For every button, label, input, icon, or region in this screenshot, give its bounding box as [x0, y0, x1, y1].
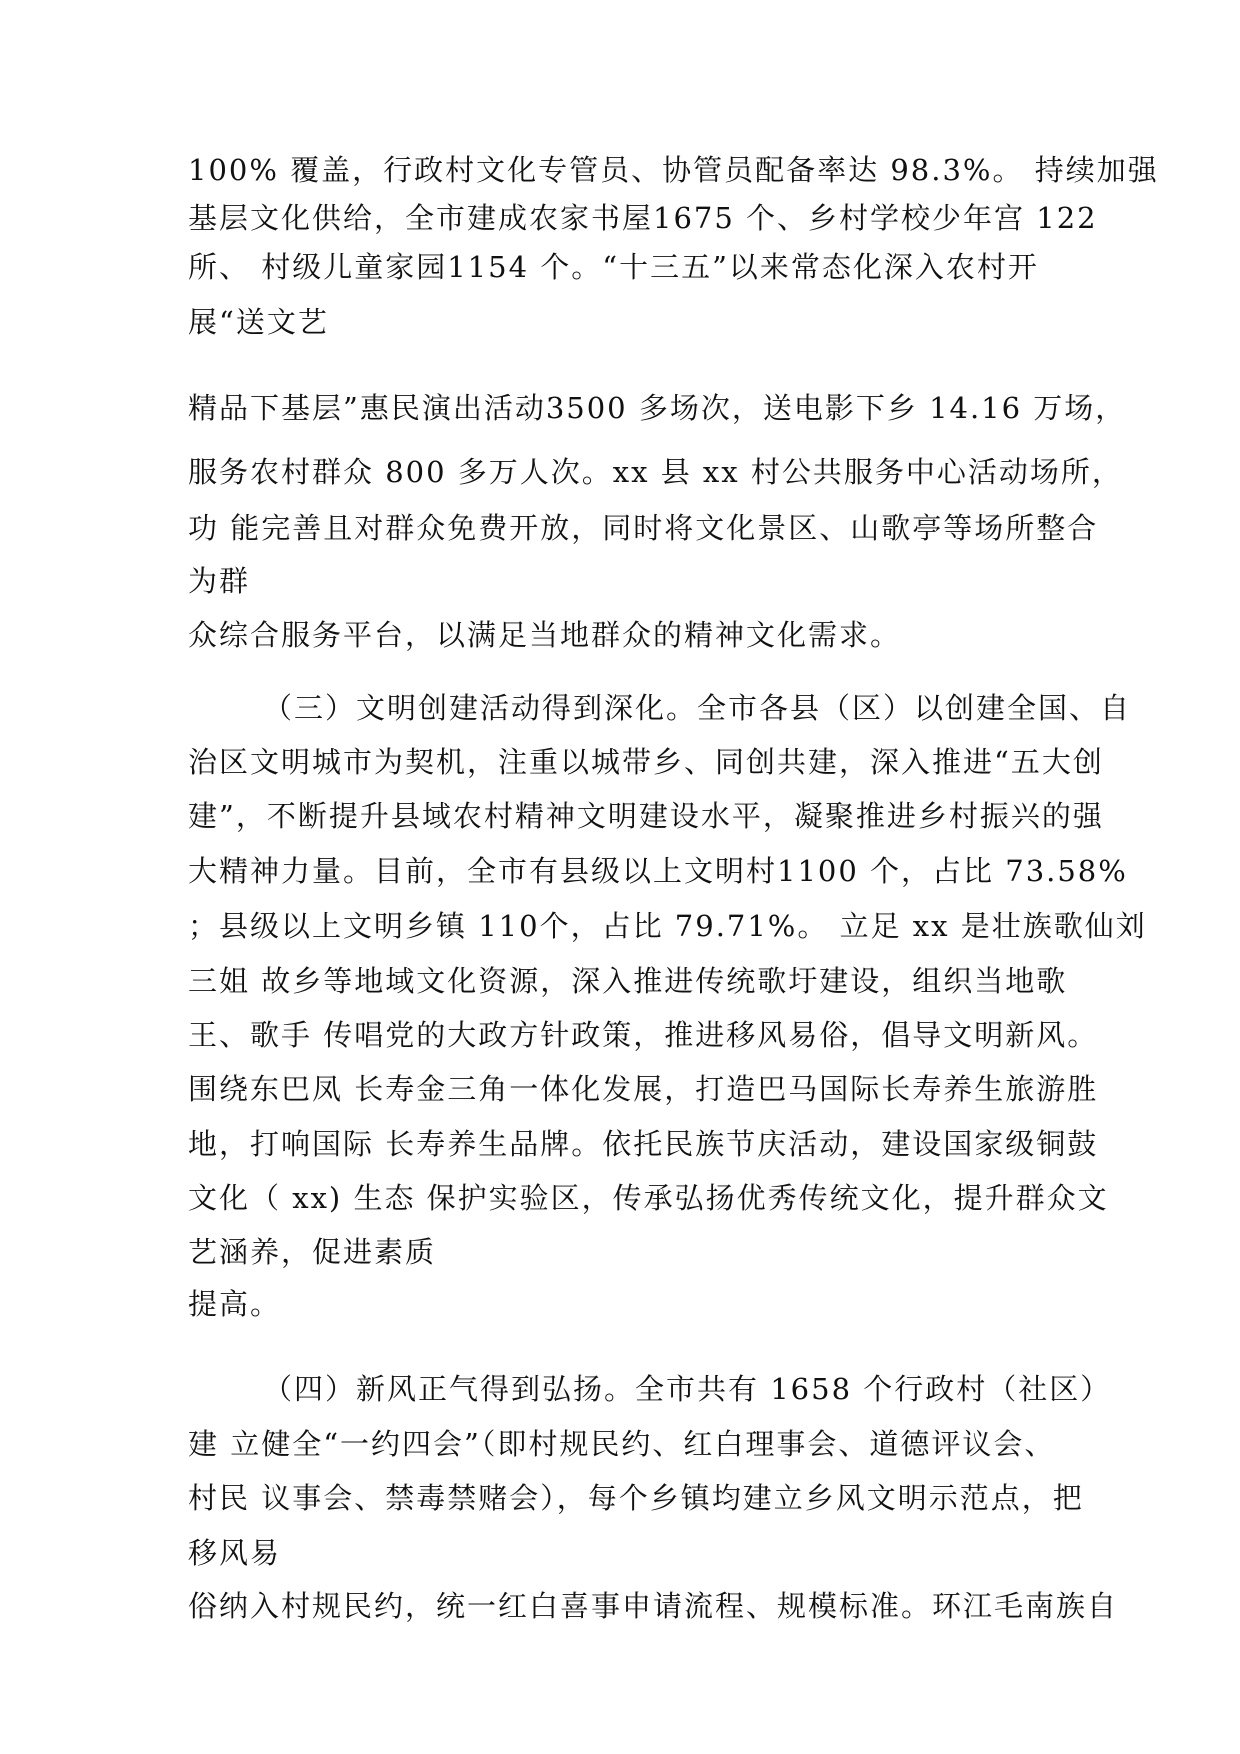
text-line: ；县级以上文明乡镇 110个，占比 79.71%。 立足 xx 是壮族歌仙刘 — [188, 909, 1147, 943]
text-line: 大精神力量。目前，全市有县级以上文明村1100 个，占比 73.58% — [188, 854, 1128, 888]
text-line: 基层文化供给，全市建成农家书屋1675 个、乡村学校少年宫 122 — [188, 201, 1098, 235]
text-line: 俗纳入村规民约，统一红白喜事申请流程、规模标准。环江毛南族自 — [188, 1589, 1119, 1623]
text-line: 移风易 — [188, 1536, 282, 1570]
text-line: 所、 村级儿童家园1154 个。“十三五”以来常态化深入农村开 — [188, 250, 1039, 284]
text-line: 展“送文艺 — [188, 305, 329, 339]
text-line: 治区文明城市为契机，注重以城带乡、同创共建，深入推进“五大创 — [188, 745, 1104, 779]
text-line: 为群 — [188, 564, 251, 598]
text-line: 建 立健全“一约四会”（即村规民约、红白理事会、道德评议会、 — [188, 1427, 1056, 1461]
text-line: 提高。 — [188, 1287, 282, 1321]
text-line: 艺涵养，促进素质 — [188, 1235, 437, 1269]
paragraph-heading-line: （四）新风正气得到弘扬。全市共有 1658 个行政村（社区） — [263, 1372, 1112, 1406]
text-line: 围绕东巴凤 长寿金三角一体化发展，打造巴马国际长寿养生旅游胜 — [188, 1072, 1099, 1106]
text-line: 精品下基层”惠民演出活动3500 多场次，送电影下乡 14.16 万场， — [188, 391, 1127, 425]
text-line: 村民 议事会、禁毒禁赌会），每个乡镇均建立乡风文明示范点，把 — [188, 1481, 1084, 1515]
text-line: 地，打响国际 长寿养生品牌。依托民族节庆活动，建设国家级铜鼓 — [188, 1127, 1099, 1161]
text-line: 服务农村群众 800 多万人次。xx 县 xx 村公共服务中心活动场所， — [188, 455, 1123, 489]
paragraph-heading-line: （三）文明创建活动得到深化。全市各县（区）以创建全国、自 — [263, 691, 1132, 725]
text-line: 三姐 故乡等地域文化资源，深入推进传统歌圩建设，组织当地歌 — [188, 964, 1068, 998]
text-line: 众综合服务平台，以满足当地群众的精神文化需求。 — [188, 618, 902, 652]
text-line: 100% 覆盖，行政村文化专管员、协管员配备率达 98.3%。 持续加强 — [188, 153, 1159, 187]
text-line: 建”，不断提升县域农村精神文明建设水平，凝聚推进乡村振兴的强 — [188, 799, 1104, 833]
text-line: 王、歌手 传唱党的大政方针政策，推进移风易俗，倡导文明新风。 — [188, 1018, 1099, 1052]
text-line: 功 能完善且对群众免费开放，同时将文化景区、山歌亭等场所整合 — [188, 511, 1099, 545]
text-line: 文化（ xx) 生态 保护实验区，传承弘扬优秀传统文化，提升群众文 — [188, 1181, 1109, 1215]
